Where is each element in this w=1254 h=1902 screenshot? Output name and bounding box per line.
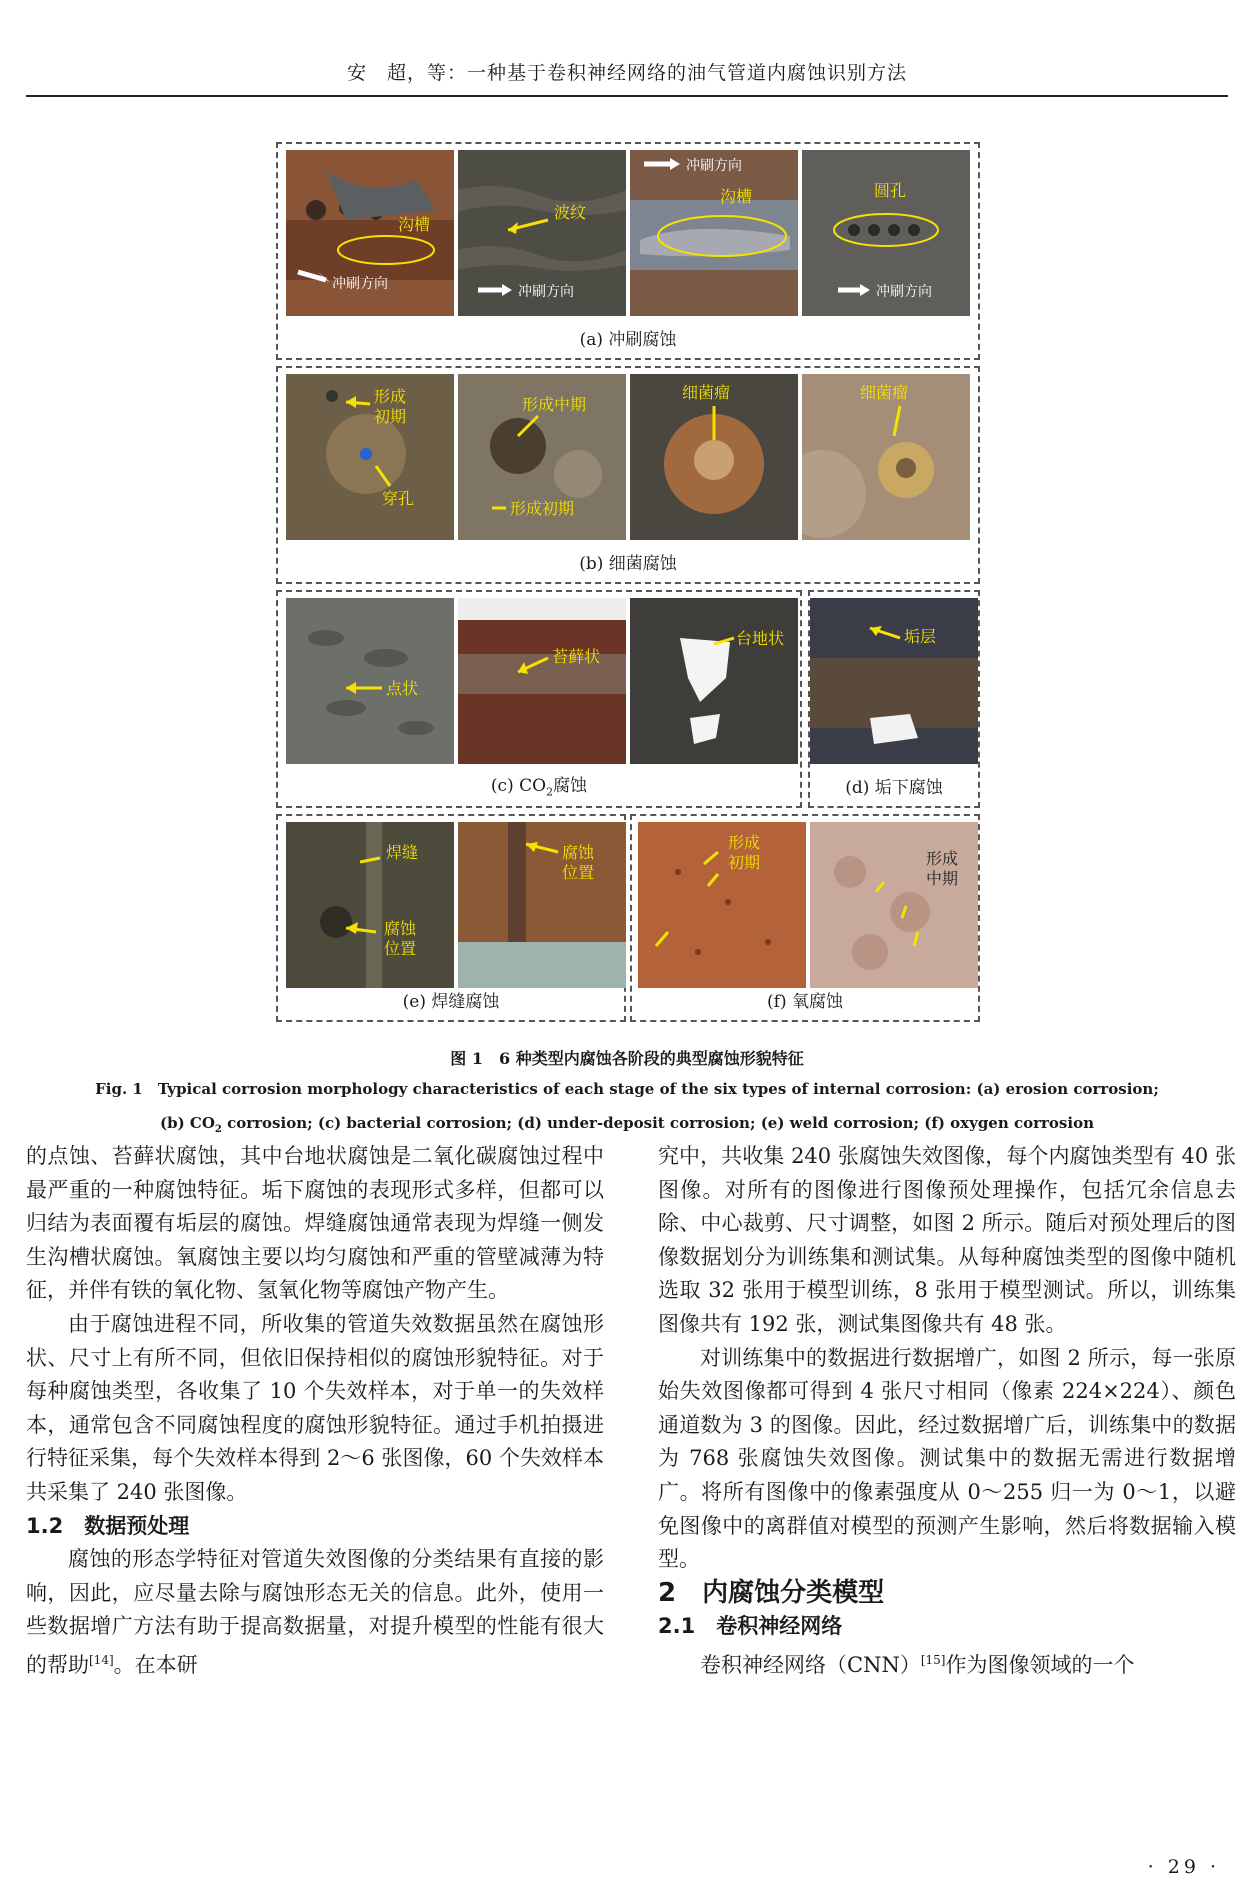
photo-b4	[802, 374, 970, 540]
photo-c2	[458, 598, 626, 764]
label-f2-stage: 形成	[926, 849, 959, 868]
label-b1-early: 初期	[374, 407, 407, 426]
label-e1-location: 位置	[384, 939, 417, 958]
citation-14: [14]	[89, 1652, 114, 1667]
photo-f1	[638, 822, 806, 988]
panel-group-d	[808, 590, 980, 808]
label-f1-stage: 形成	[728, 833, 761, 852]
left-paragraph-3-tail: 。在本研	[113, 1652, 198, 1677]
label-e1-weld: 焊缝	[386, 843, 419, 862]
label-b1-perforation: 穿孔	[382, 489, 415, 508]
photo-d1	[810, 598, 978, 764]
citation-15: [15]	[920, 1652, 946, 1667]
label-a2-flow: 冲刷方向	[518, 284, 574, 300]
running-title: 安 超，等：一种基于卷积神经网络的油气管道内腐蚀识别方法	[346, 62, 907, 84]
subsection-1-2-heading: 1.2 数据预处理	[26, 1513, 190, 1538]
label-a3-groove: 沟槽	[720, 187, 753, 206]
panel-group-c	[276, 590, 802, 808]
caption-c-prefix: (c) CO	[490, 775, 547, 796]
photo-c3	[630, 598, 798, 764]
left-paragraph-2: 由于腐蚀进程不同，所收集的管道失效数据虽然在腐蚀形状、尺寸上有所不同，但依旧保持相似的腐蚀形貌特征。对于每种腐蚀类型，各收集了 10 个失效样本，对于单一的失效样本，通常包含不同腐蚀程度的腐蚀形貌特征。通过手机拍摄进行特征采集，每个失效样本得到 2～6 张图像，60 个失效样本共采集了 240 张图像。	[26, 1311, 604, 1504]
caption-c	[278, 771, 800, 798]
caption-a: (a) 冲刷腐蚀	[579, 330, 677, 350]
label-e1-corrosion: 腐蚀	[384, 919, 417, 938]
left-paragraph-3	[26, 1543, 604, 1682]
caption-d: (d) 垢下腐蚀	[845, 778, 943, 798]
panel-group-a	[276, 142, 980, 360]
section-2-heading: 2 内腐蚀分类模型	[658, 1577, 885, 1608]
right-paragraph-3-a: 卷积神经网络（CNN）	[700, 1652, 921, 1677]
label-b4-tubercle: 细菌瘤	[860, 383, 909, 402]
body-column-left	[26, 1140, 604, 1683]
label-a4-flow: 冲刷方向	[876, 284, 932, 300]
figure-caption-en-line1: Fig. 1 Typical corrosion morphology characteristics of each stage of the six types of internal corrosion: (a) erosion corrosion;	[95, 1080, 1159, 1098]
figure-caption-cn: 图 1 6 种类型内腐蚀各阶段的典型腐蚀形貌特征	[450, 1049, 804, 1068]
label-e2-location: 位置	[562, 863, 595, 882]
subsection-2-1-heading: 2.1 卷积神经网络	[658, 1614, 843, 1639]
panel-group-f	[630, 814, 980, 1022]
photo-b2	[458, 374, 626, 540]
label-c2-moss: 苔藓状	[552, 647, 601, 666]
caption-en-line2-sub: 2	[214, 1124, 222, 1135]
panel-group-b	[276, 366, 980, 584]
right-paragraph-2: 对训练集中的数据进行数据增广，如图 2 所示，每一张原始失效图像都可得到 4 张尺寸相同（像素 224×224）、颜色通道数为 3 的图像。因此，经过数据增广后，训练集中的数据为 768 张腐蚀失效图像。测试集中的数据无需进行数据增广。将所有图像中的像素强度从 0～255 归一为 0～1，以避免图像中的离群值对模型的预测产生影响，然后将数据输入模型。	[658, 1345, 1236, 1572]
label-c1-pitting: 点状	[386, 679, 419, 698]
right-paragraph-1: 究中，共收集 240 张腐蚀失效图像，每个内腐蚀类型有 40 张图像。对所有的图像进行图像预处理操作，包括冗余信息去除、中心裁剪、尺寸调整，如图 2 所示。随后对预处理后的图像数据划分为训练集和测试集。从每种腐蚀类型的图像中随机选取 32 张用于模型训练，8 张用于模型测试。所以，训练集图像共有 192 张，测试集图像共有 48 张。	[658, 1144, 1236, 1336]
label-d1-scale: 垢层	[904, 627, 937, 646]
photo-a1	[286, 150, 454, 316]
label-b1-stage: 形成	[374, 387, 407, 406]
label-e2-corrosion: 腐蚀	[562, 843, 595, 862]
right-paragraph-3-b: 作为图像领域的一个	[945, 1652, 1135, 1677]
body-column-right	[658, 1140, 1236, 1683]
figure-1	[276, 142, 980, 1022]
header-rule	[26, 95, 1228, 97]
photo-b3	[630, 374, 798, 540]
label-a1-flow: 冲刷方向	[332, 276, 388, 292]
label-b3-tubercle: 细菌瘤	[682, 383, 731, 402]
photo-a2	[458, 150, 626, 316]
label-c3-mesa: 台地状	[736, 629, 785, 648]
label-f1-early: 初期	[728, 853, 761, 872]
caption-c-suffix: 腐蚀	[553, 775, 588, 796]
photo-e1	[286, 822, 454, 988]
label-f2-mid: 中期	[926, 869, 959, 888]
photo-a4	[802, 150, 970, 316]
caption-en-line2-a: (b) CO	[160, 1114, 215, 1132]
label-b2-mid: 形成中期	[522, 395, 587, 414]
caption-en-line2-b: corrosion; (c) bacterial corrosion; (d) under-deposit corrosion; (e) weld corrosion; (f) oxygen corrosion	[221, 1114, 1094, 1132]
label-a2-ripple: 波纹	[554, 203, 587, 222]
photo-b1	[286, 374, 454, 540]
photo-e2	[458, 822, 626, 988]
label-b2-early: 形成初期	[510, 499, 575, 518]
caption-e: (e) 焊缝腐蚀	[402, 992, 500, 1012]
caption-b: (b) 细菌腐蚀	[579, 554, 677, 574]
label-a4-hole: 圆孔	[874, 181, 907, 200]
photo-f2	[810, 822, 978, 988]
panel-group-e	[276, 814, 626, 1022]
caption-f: (f) 氧腐蚀	[767, 992, 843, 1012]
left-paragraph-1: 的点蚀、苔藓状腐蚀，其中台地状腐蚀是二氧化碳腐蚀过程中最严重的一种腐蚀特征。垢下腐蚀的表现形式多样，但都可以归结为表面覆有垢层的腐蚀。焊缝腐蚀通常表现为焊缝一侧发生沟槽状腐蚀。氧腐蚀主要以均匀腐蚀和严重的管壁减薄为特征，并伴有铁的氧化物、氢氧化物等腐蚀产物产生。	[26, 1144, 604, 1303]
left-paragraph-3-text: 腐蚀的形态学特征对管道失效图像的分类结果有直接的影响，因此，应尽量去除与腐蚀形态无关的信息。此外，使用一些数据增广方法有助于提高数据量，对提升模型的性能有很大的帮助	[26, 1547, 604, 1677]
photo-c1	[286, 598, 454, 764]
photo-a3	[630, 150, 798, 316]
page-number: · 29 ·	[1147, 1856, 1220, 1878]
right-paragraph-3	[658, 1644, 1236, 1683]
figure-caption-en	[0, 1072, 1254, 1147]
label-a3-flow: 冲刷方向	[686, 158, 742, 174]
caption-c-subscript: 2	[546, 785, 554, 798]
label-a1-groove: 沟槽	[398, 215, 431, 234]
